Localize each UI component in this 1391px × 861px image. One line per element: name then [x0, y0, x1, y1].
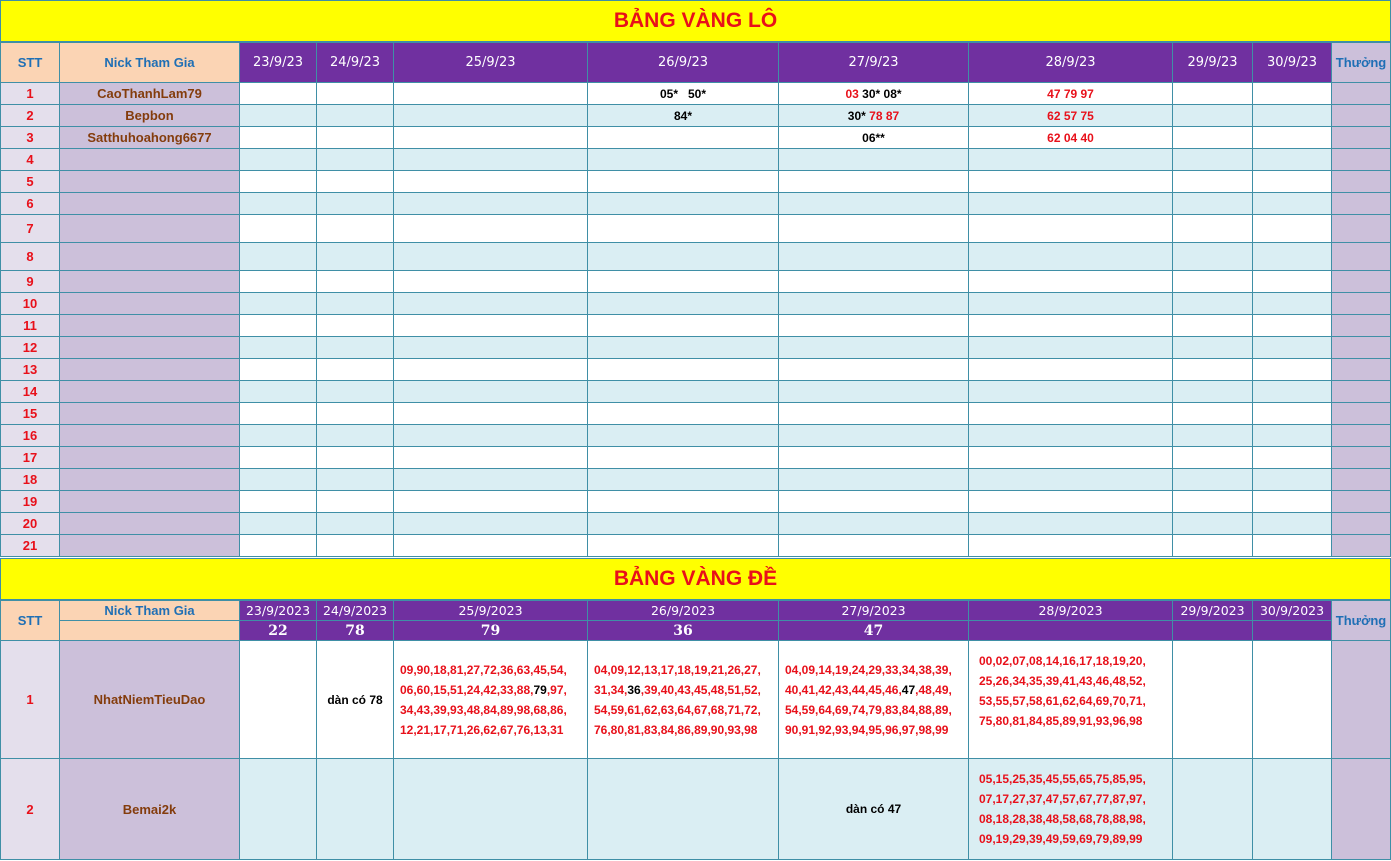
row-cell	[588, 447, 779, 469]
row-nick	[60, 513, 240, 535]
row-stt: 4	[1, 149, 60, 171]
row-cell	[317, 271, 394, 293]
row-cell	[588, 293, 779, 315]
row-thuong	[1332, 83, 1391, 105]
row-cell	[969, 315, 1173, 337]
row-nick	[60, 193, 240, 215]
row-thuong	[1332, 381, 1391, 403]
de-result: 78	[317, 621, 394, 641]
row-cell	[240, 403, 317, 425]
lo-entry: 47 79 97	[969, 83, 1173, 105]
row-thuong	[1332, 403, 1391, 425]
lo-header-date: 23/9/23	[240, 43, 317, 83]
row-cell	[588, 359, 779, 381]
row-nick	[60, 171, 240, 193]
row-cell	[394, 243, 588, 271]
row-cell	[588, 215, 779, 243]
lo-header-date: 27/9/23	[779, 43, 969, 83]
de-entry: dàn có 47	[779, 759, 969, 860]
row-thuong	[1332, 359, 1391, 381]
de-title-banner	[0, 558, 1391, 600]
row-nick: CaoThanhLam79	[60, 83, 240, 105]
row-nick: NhatNiemTieuDao	[60, 641, 240, 759]
row-nick	[60, 215, 240, 243]
table-row	[1, 641, 1391, 759]
row-cell	[588, 425, 779, 447]
row-thuong	[1332, 193, 1391, 215]
de-entry: 09,90,18,81,27,72,36,63,45,54, 06,60,15,51,24,42,33,88,79,97, 34,43,39,93,48,84,89,98,68,86, 12,21,17,71,26,62,67,76,13,31	[394, 641, 588, 759]
de-result: 79	[394, 621, 588, 641]
row-cell	[779, 535, 969, 557]
row-cell	[240, 491, 317, 513]
table-row	[1, 293, 1391, 315]
row-cell	[1253, 491, 1332, 513]
row-cell	[394, 293, 588, 315]
row-cell	[779, 193, 969, 215]
table-row	[1, 403, 1391, 425]
row-cell	[779, 215, 969, 243]
row-cell	[779, 149, 969, 171]
row-thuong	[1332, 759, 1391, 860]
row-cell	[779, 171, 969, 193]
row-nick	[60, 447, 240, 469]
row-stt: 9	[1, 271, 60, 293]
row-cell	[588, 243, 779, 271]
row-cell	[240, 193, 317, 215]
row-cell	[1173, 425, 1253, 447]
de-entry: 04,09,12,13,17,18,19,21,26,27, 31,34,36,39,40,43,45,48,51,52, 54,59,61,62,63,64,67,68,71,72, 76,80,81,83,84,86,89,90,93,98	[588, 641, 779, 759]
row-cell	[240, 447, 317, 469]
row-cell	[1173, 171, 1253, 193]
row-cell	[779, 403, 969, 425]
row-cell	[1173, 359, 1253, 381]
table-row	[1, 759, 1391, 860]
table-row	[1, 271, 1391, 293]
row-cell	[779, 271, 969, 293]
row-cell	[969, 215, 1173, 243]
de-entry: 00,02,07,08,14,16,17,18,19,20, 25,26,34,35,39,41,43,46,48,52, 53,55,57,58,61,62,64,69,70,71, 75,80,81,84,85,89,91,93,96,98	[969, 641, 1173, 759]
row-nick	[60, 381, 240, 403]
row-cell	[1253, 447, 1332, 469]
de-result: 22	[240, 621, 317, 641]
row-stt: 12	[1, 337, 60, 359]
row-cell	[394, 215, 588, 243]
de-header-nick: Nick Tham Gia	[60, 601, 240, 621]
de-header-date: 28/9/2023	[969, 601, 1173, 621]
row-cell	[1173, 243, 1253, 271]
lo-entry: 05* 50*	[588, 83, 779, 105]
row-cell	[588, 491, 779, 513]
lo-header-date: 29/9/23	[1173, 43, 1253, 83]
lo-entry: 62 04 40	[969, 127, 1173, 149]
de-entry: 05,15,25,35,45,55,65,75,85,95, 07,17,27,37,47,57,67,77,87,97, 08,18,28,38,48,58,68,78,88,98, 09,19,29,39,49,59,69,79,89,99	[969, 759, 1173, 860]
row-cell	[394, 425, 588, 447]
row-stt: 11	[1, 315, 60, 337]
table-row	[1, 359, 1391, 381]
row-cell	[779, 293, 969, 315]
row-cell	[394, 513, 588, 535]
row-cell	[317, 337, 394, 359]
row-stt: 17	[1, 447, 60, 469]
lo-entry: 84*	[588, 105, 779, 127]
table-row	[1, 469, 1391, 491]
row-cell	[317, 535, 394, 557]
row-cell	[317, 447, 394, 469]
de-result	[969, 621, 1173, 641]
row-cell	[394, 381, 588, 403]
de-result: 36	[588, 621, 779, 641]
row-nick	[60, 359, 240, 381]
row-cell	[588, 513, 779, 535]
row-cell	[969, 403, 1173, 425]
row-cell	[779, 243, 969, 271]
row-cell	[394, 315, 588, 337]
row-thuong	[1332, 447, 1391, 469]
row-nick: Satthuhoahong6677	[60, 127, 240, 149]
row-nick	[60, 149, 240, 171]
de-header-date: 29/9/2023	[1173, 601, 1253, 621]
row-thuong	[1332, 149, 1391, 171]
row-cell	[394, 271, 588, 293]
table-row	[1, 513, 1391, 535]
row-nick	[60, 425, 240, 447]
row-cell	[1173, 315, 1253, 337]
de-header-date: 27/9/2023	[779, 601, 969, 621]
de-header-date: 30/9/2023	[1253, 601, 1332, 621]
row-cell	[317, 315, 394, 337]
row-stt: 13	[1, 359, 60, 381]
de-header-date: 26/9/2023	[588, 601, 779, 621]
row-cell	[394, 469, 588, 491]
row-nick	[60, 293, 240, 315]
row-cell	[317, 425, 394, 447]
row-thuong	[1332, 535, 1391, 557]
lo-header-row	[1, 43, 1391, 83]
row-thuong	[1332, 469, 1391, 491]
row-cell	[240, 315, 317, 337]
row-cell	[1173, 403, 1253, 425]
row-cell	[779, 337, 969, 359]
table-row	[1, 83, 1391, 105]
row-cell	[240, 425, 317, 447]
row-cell	[317, 381, 394, 403]
de-header-thuong: Thưởng	[1332, 601, 1391, 641]
lo-header-nick: Nick Tham Gia	[60, 43, 240, 83]
lo-title: BẢNG VÀNG LÔ	[613, 9, 778, 32]
row-cell	[1253, 337, 1332, 359]
lo-table	[0, 42, 1391, 557]
row-nick: Bemai2k	[60, 759, 240, 860]
row-cell	[969, 359, 1173, 381]
row-stt: 3	[1, 127, 60, 149]
row-cell	[394, 447, 588, 469]
row-cell	[1173, 469, 1253, 491]
row-cell	[1173, 271, 1253, 293]
row-cell	[394, 359, 588, 381]
table-row	[1, 315, 1391, 337]
row-cell	[1253, 513, 1332, 535]
row-cell	[1253, 469, 1332, 491]
de-header-date: 23/9/2023	[240, 601, 317, 621]
table-row	[1, 243, 1391, 271]
row-stt: 19	[1, 491, 60, 513]
row-cell	[969, 171, 1173, 193]
row-cell	[394, 491, 588, 513]
row-thuong	[1332, 127, 1391, 149]
row-thuong	[1332, 337, 1391, 359]
row-cell	[969, 149, 1173, 171]
row-cell	[1173, 293, 1253, 315]
lo-title-banner	[0, 0, 1391, 42]
row-cell	[317, 171, 394, 193]
de-result	[1253, 621, 1332, 641]
row-stt: 5	[1, 171, 60, 193]
row-stt: 2	[1, 759, 60, 860]
row-cell	[394, 193, 588, 215]
de-result	[1173, 621, 1253, 641]
row-stt: 8	[1, 243, 60, 271]
table-row	[1, 491, 1391, 513]
row-thuong	[1332, 491, 1391, 513]
row-nick: Bepbon	[60, 105, 240, 127]
row-stt: 15	[1, 403, 60, 425]
row-stt: 2	[1, 105, 60, 127]
lo-empty-rows	[1, 149, 1391, 557]
row-cell	[969, 447, 1173, 469]
row-cell	[1253, 425, 1332, 447]
row-cell	[240, 513, 317, 535]
row-cell	[969, 243, 1173, 271]
de-result: 47	[779, 621, 969, 641]
table-row	[1, 149, 1391, 171]
lo-entry: 03 30* 08*	[779, 83, 969, 105]
row-cell	[779, 381, 969, 403]
row-cell	[1173, 513, 1253, 535]
table-row	[1, 105, 1391, 127]
row-nick	[60, 403, 240, 425]
row-cell	[394, 337, 588, 359]
row-cell	[317, 293, 394, 315]
row-cell	[779, 425, 969, 447]
row-cell	[240, 381, 317, 403]
row-cell	[779, 359, 969, 381]
row-cell	[588, 535, 779, 557]
row-stt: 1	[1, 83, 60, 105]
row-thuong	[1332, 513, 1391, 535]
lo-header-stt: STT	[1, 43, 60, 83]
row-cell	[240, 149, 317, 171]
row-thuong	[1332, 105, 1391, 127]
row-stt: 16	[1, 425, 60, 447]
row-cell	[969, 535, 1173, 557]
row-cell	[240, 271, 317, 293]
row-cell	[317, 513, 394, 535]
row-cell	[969, 271, 1173, 293]
row-cell	[240, 337, 317, 359]
row-cell	[1253, 359, 1332, 381]
row-stt: 18	[1, 469, 60, 491]
lo-header-thuong: Thưởng	[1332, 43, 1391, 83]
row-nick	[60, 243, 240, 271]
row-stt: 10	[1, 293, 60, 315]
row-stt: 21	[1, 535, 60, 557]
row-cell	[317, 215, 394, 243]
row-cell	[969, 425, 1173, 447]
row-cell	[969, 193, 1173, 215]
table-row	[1, 381, 1391, 403]
row-cell	[1253, 193, 1332, 215]
row-thuong	[1332, 641, 1391, 759]
row-nick	[60, 315, 240, 337]
row-cell	[240, 215, 317, 243]
row-cell	[588, 193, 779, 215]
row-stt: 20	[1, 513, 60, 535]
row-cell	[240, 535, 317, 557]
de-header-nick-spacer	[60, 621, 240, 641]
lo-header-date: 25/9/23	[394, 43, 588, 83]
row-cell	[588, 403, 779, 425]
row-cell	[1253, 293, 1332, 315]
lo-header-date: 26/9/23	[588, 43, 779, 83]
row-cell	[969, 381, 1173, 403]
row-nick	[60, 469, 240, 491]
row-cell	[240, 243, 317, 271]
table-row	[1, 425, 1391, 447]
row-cell	[588, 337, 779, 359]
row-cell	[317, 149, 394, 171]
de-result-row	[1, 621, 1391, 641]
row-cell	[394, 535, 588, 557]
lo-header-date: 30/9/23	[1253, 43, 1332, 83]
row-thuong	[1332, 315, 1391, 337]
row-cell	[779, 469, 969, 491]
row-cell	[588, 271, 779, 293]
row-cell	[1173, 491, 1253, 513]
row-stt: 1	[1, 641, 60, 759]
row-cell	[969, 293, 1173, 315]
lo-header-date: 24/9/23	[317, 43, 394, 83]
row-cell	[240, 359, 317, 381]
lo-entry: 62 57 75	[969, 105, 1173, 127]
row-cell	[240, 469, 317, 491]
row-cell	[1173, 215, 1253, 243]
table-row	[1, 193, 1391, 215]
table-row	[1, 171, 1391, 193]
table-row	[1, 215, 1391, 243]
row-cell	[1173, 447, 1253, 469]
row-cell	[1253, 403, 1332, 425]
de-title: BẢNG VÀNG ĐỀ	[613, 567, 778, 590]
row-cell	[588, 469, 779, 491]
row-thuong	[1332, 215, 1391, 243]
row-cell	[779, 447, 969, 469]
table-row	[1, 447, 1391, 469]
row-cell	[969, 469, 1173, 491]
row-cell	[1173, 149, 1253, 171]
row-cell	[1253, 171, 1332, 193]
table-row	[1, 127, 1391, 149]
row-cell	[1173, 337, 1253, 359]
row-cell	[1253, 215, 1332, 243]
row-cell	[1253, 381, 1332, 403]
row-cell	[317, 491, 394, 513]
de-entry: dàn có 78	[317, 641, 394, 759]
table-row	[1, 535, 1391, 557]
de-header-row	[1, 601, 1391, 621]
row-cell	[1253, 243, 1332, 271]
row-stt: 6	[1, 193, 60, 215]
row-thuong	[1332, 425, 1391, 447]
row-cell	[1253, 271, 1332, 293]
row-cell	[779, 491, 969, 513]
table-row	[1, 337, 1391, 359]
row-nick	[60, 491, 240, 513]
de-entry: 04,09,14,19,24,29,33,34,38,39, 40,41,42,43,44,45,46,47,48,49, 54,59,64,69,74,79,83,84,88,89, 90,91,92,93,94,95,96,97,98,99	[779, 641, 969, 759]
row-cell	[779, 513, 969, 535]
row-cell	[969, 491, 1173, 513]
de-header-date: 25/9/2023	[394, 601, 588, 621]
row-thuong	[1332, 293, 1391, 315]
row-cell	[240, 293, 317, 315]
row-cell	[969, 337, 1173, 359]
row-thuong	[1332, 271, 1391, 293]
row-stt: 14	[1, 381, 60, 403]
row-cell	[1173, 193, 1253, 215]
row-cell	[317, 193, 394, 215]
row-cell	[588, 149, 779, 171]
de-header-date: 24/9/2023	[317, 601, 394, 621]
row-cell	[779, 315, 969, 337]
row-cell	[1253, 535, 1332, 557]
lo-entry: 06**	[779, 127, 969, 149]
row-cell	[588, 171, 779, 193]
lo-header-date: 28/9/23	[969, 43, 1173, 83]
row-nick	[60, 271, 240, 293]
row-cell	[394, 171, 588, 193]
row-stt: 7	[1, 215, 60, 243]
lo-entry: 30* 78 87	[779, 105, 969, 127]
row-cell	[588, 315, 779, 337]
row-cell	[1173, 381, 1253, 403]
row-nick	[60, 337, 240, 359]
row-cell	[1253, 315, 1332, 337]
row-cell	[317, 359, 394, 381]
row-cell	[394, 403, 588, 425]
row-cell	[317, 243, 394, 271]
row-nick	[60, 535, 240, 557]
row-cell	[394, 149, 588, 171]
row-cell	[317, 403, 394, 425]
de-table	[0, 600, 1391, 860]
row-cell	[1173, 535, 1253, 557]
row-cell	[588, 381, 779, 403]
row-cell	[1253, 149, 1332, 171]
row-cell	[969, 513, 1173, 535]
row-thuong	[1332, 243, 1391, 271]
de-header-stt: STT	[1, 601, 60, 641]
row-cell	[317, 469, 394, 491]
row-thuong	[1332, 171, 1391, 193]
row-cell	[240, 171, 317, 193]
